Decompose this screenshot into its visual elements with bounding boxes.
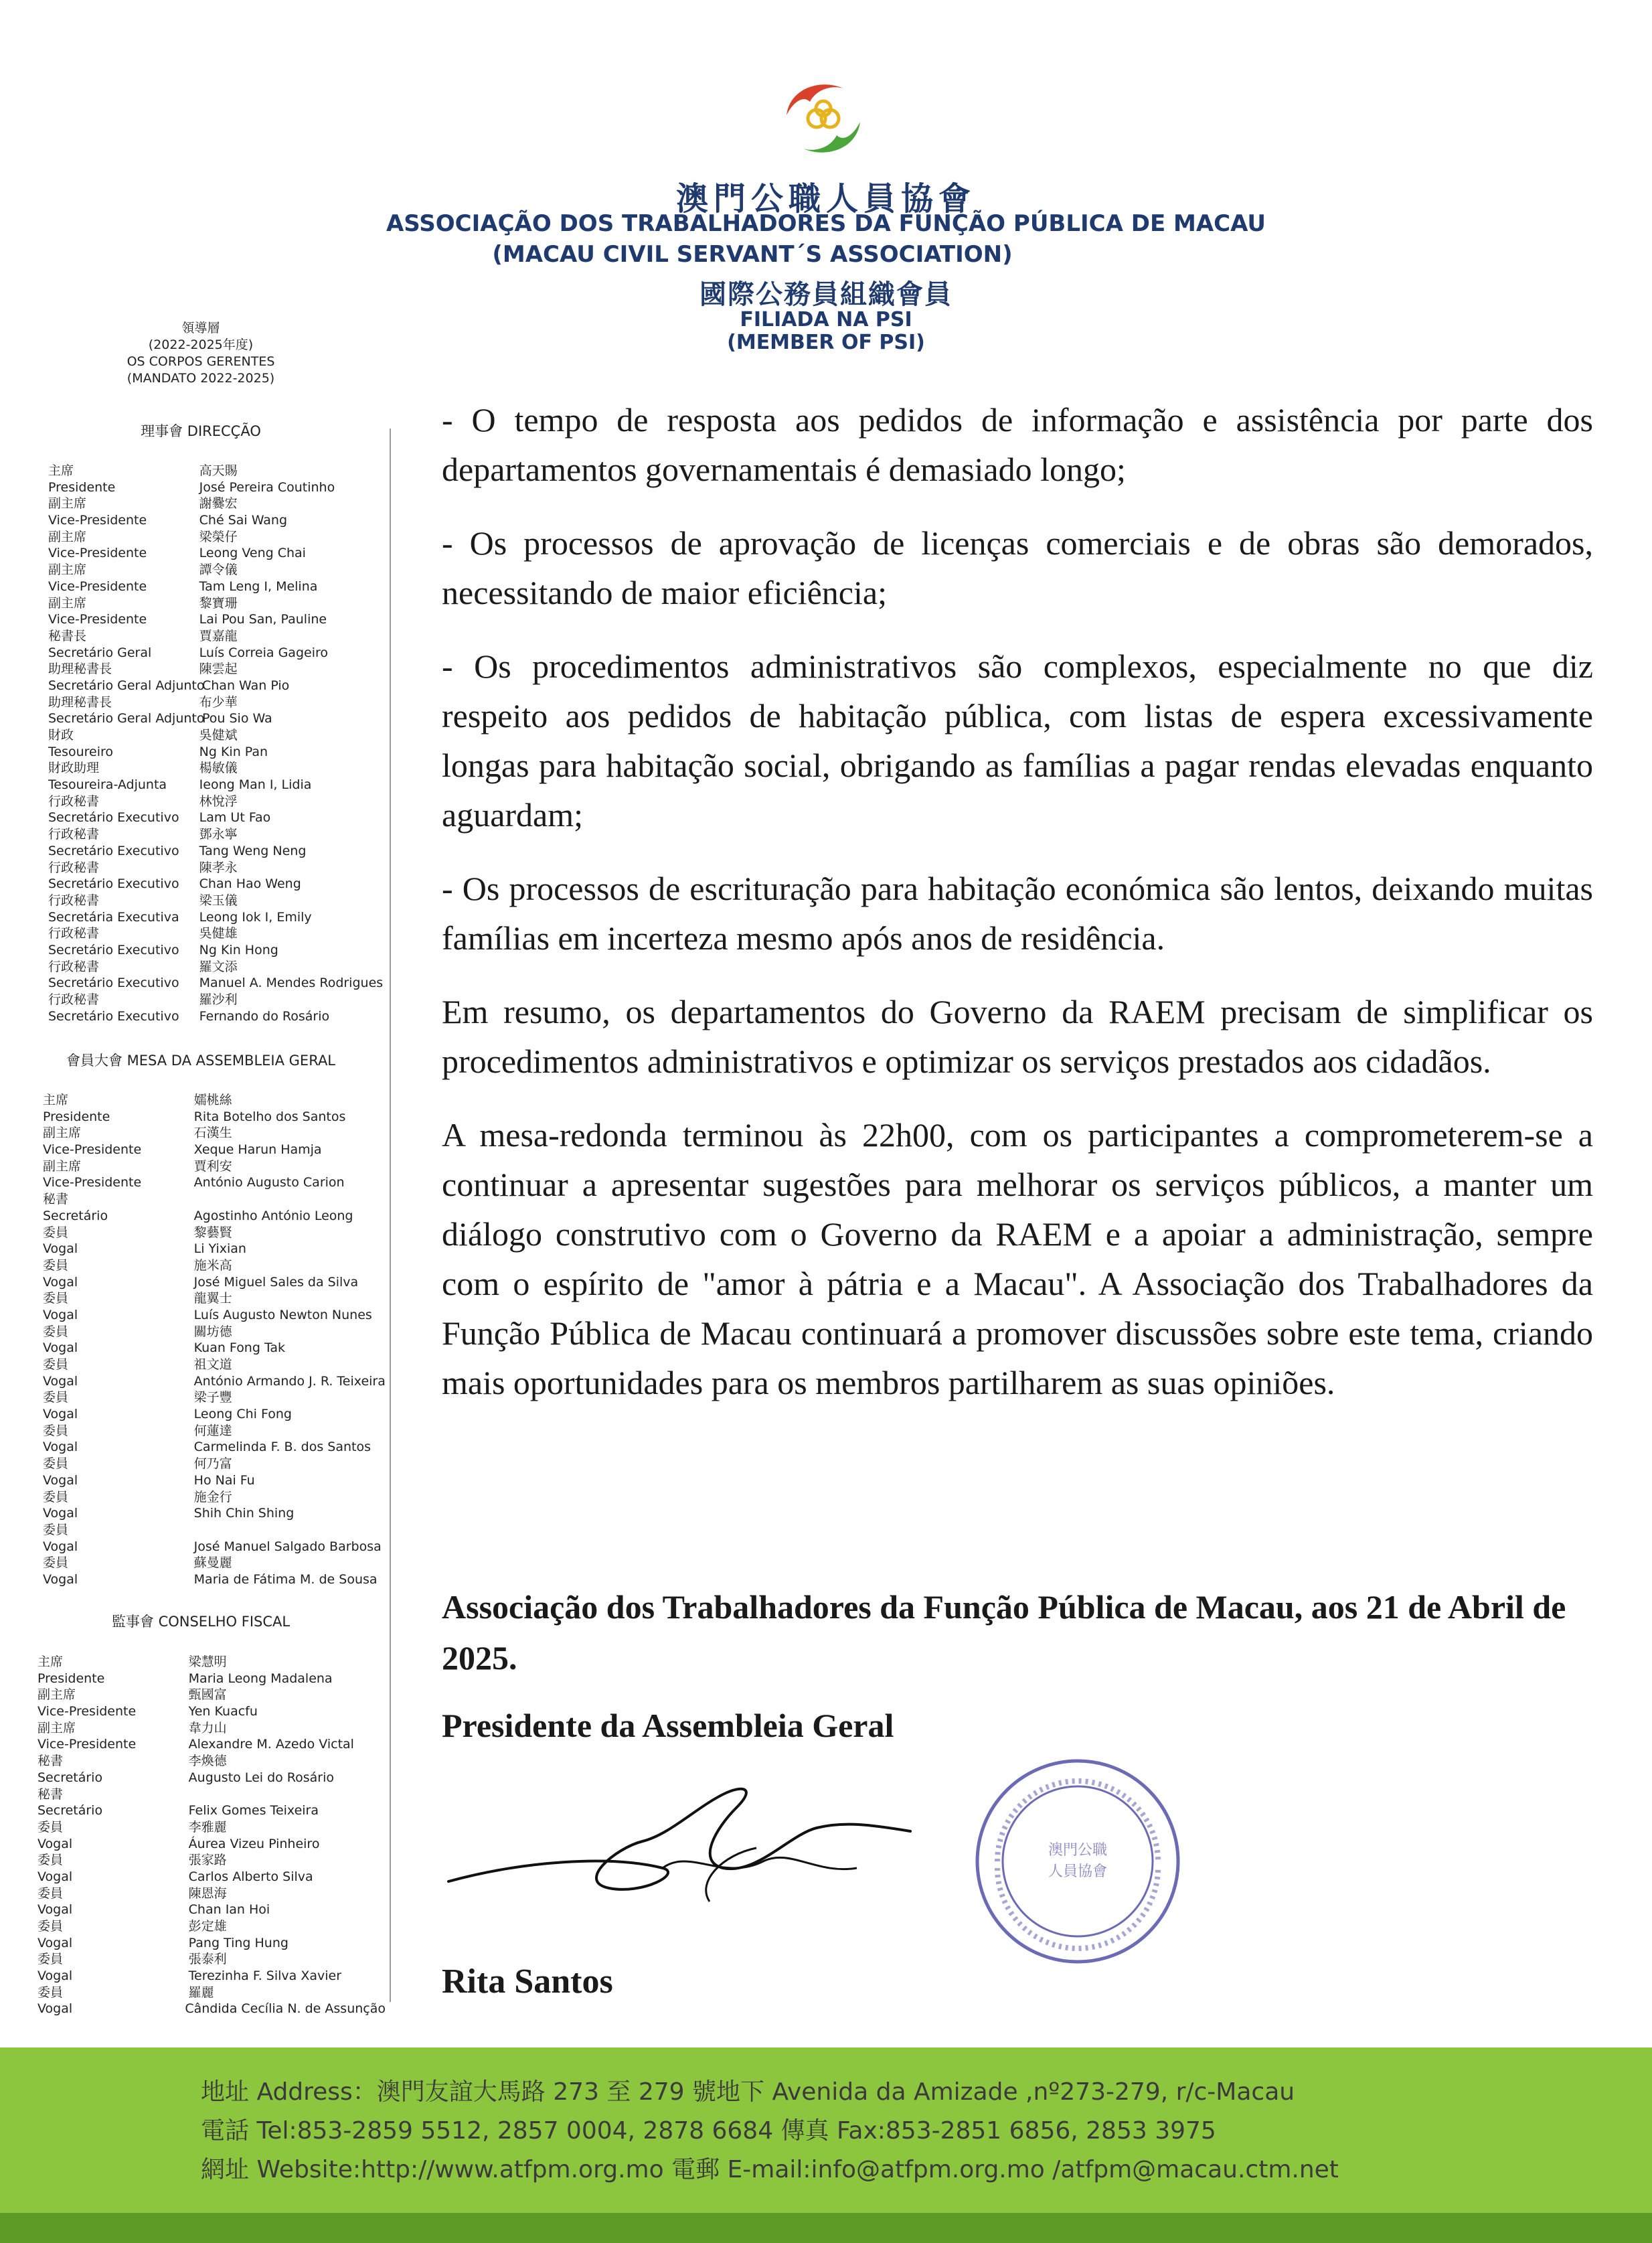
roster-name: 梁榮仔 [199, 529, 238, 544]
roster-role: Vogal [37, 1935, 73, 1950]
association-name-zh: 澳門公職人員協會 [675, 180, 976, 218]
term-zh: (2022-2025年度) [148, 337, 254, 352]
roster-role: 委員 [37, 1919, 64, 1934]
roster-row [48, 942, 396, 959]
roster-role: Vice-Presidente [43, 1142, 142, 1158]
roster-role: Vice-Presidente [48, 546, 147, 561]
roster-name: 羅沙利 [199, 992, 238, 1007]
roster-role: 行政秘書 [48, 860, 100, 875]
roster-row [43, 1357, 391, 1373]
roster-name: Chan Hao Weng [199, 876, 301, 892]
svg-text:人員協會: 人員協會 [1048, 1863, 1108, 1880]
roster-role: Secretário Geral Adjunto [48, 678, 205, 693]
roster-row [43, 1539, 391, 1555]
roster-row [48, 463, 396, 479]
roster-row [48, 992, 396, 1008]
handwritten-signature [442, 1768, 951, 1928]
roster-row [43, 1191, 391, 1208]
roster-row [48, 628, 396, 645]
roster-row [37, 1654, 386, 1671]
roster-role: 副主席 [48, 496, 87, 512]
roster-name: 羅麗 [188, 1985, 214, 2000]
roster-row [37, 1852, 386, 1869]
roster-row [48, 826, 396, 843]
roster-role: Secretário [37, 1803, 103, 1819]
roster-row [43, 1241, 391, 1257]
roster-role: 主席 [37, 1654, 64, 1669]
roster-row [48, 909, 396, 926]
roster-row [43, 1274, 391, 1291]
roster-name: 嬬桃絲 [193, 1093, 232, 1107]
roster-row [43, 1340, 391, 1357]
roster-name: 賈利安 [193, 1158, 232, 1174]
roster-role: Vogal [37, 2001, 73, 2017]
roster-role: Tesoureira-Adjunta [48, 777, 167, 793]
roster-role: 秘書 [37, 1754, 64, 1769]
roster-name: 譚令儀 [199, 562, 238, 578]
roster-row [37, 1802, 386, 1819]
roster-name: Cândida Cecília N. de Assunção [185, 2001, 386, 2017]
roster-name: José Miguel Sales da Silva [193, 1274, 359, 1290]
roster-name: Ng Kin Hong [199, 942, 278, 957]
roster-row [48, 760, 396, 777]
roster-role: 行政秘書 [48, 893, 100, 908]
roster-row [48, 578, 396, 595]
signer-name: Rita Santos [442, 1962, 613, 2001]
roster-row [43, 1208, 391, 1225]
roster-role: Vogal [43, 1274, 78, 1290]
roster-name: 石漢生 [193, 1126, 232, 1141]
roster-name: Maria Leong Madalena [188, 1671, 333, 1686]
roster-name: 何蓮達 [193, 1423, 232, 1438]
roster-row [48, 843, 396, 860]
roster-role: 委員 [43, 1324, 69, 1339]
roster-name: Maria de Fátima M. de Sousa [193, 1571, 378, 1587]
roster-row [48, 975, 396, 992]
conselho-heading: 監事會 CONSELHO FISCAL [111, 1614, 291, 1630]
roster-row [37, 1836, 386, 1853]
roster-role: 主席 [43, 1093, 69, 1107]
roster-name: José Manuel Salgado Barbosa [193, 1539, 382, 1554]
svg-text:澳門公職: 澳門公職 [1048, 1842, 1108, 1859]
roster-role: Vice-Presidente [43, 1175, 142, 1190]
roster-role: Vogal [37, 1968, 73, 1984]
roster-row [48, 710, 396, 727]
roster-role: 委員 [43, 1257, 69, 1273]
roster-name: 高天賜 [199, 463, 238, 478]
roster-role: 助理秘書長 [48, 662, 112, 677]
roster-row [43, 1109, 391, 1126]
roster-role: 秘書 [37, 1786, 64, 1802]
roster-name: 吳健雄 [199, 926, 238, 941]
roster-name: Áurea Vizeu Pinheiro [188, 1836, 320, 1851]
roster-name: 李雅麗 [188, 1819, 227, 1835]
roster-name: Ng Kin Pan [199, 744, 268, 759]
roster-name: Fernando do Rosário [199, 1008, 330, 1024]
roster-role: 委員 [43, 1423, 69, 1438]
roster-row [48, 512, 396, 529]
footer-bottom-band [0, 2213, 1652, 2243]
roster-row [37, 1753, 386, 1770]
roster-row [43, 1389, 391, 1406]
roster-role: 副主席 [48, 529, 87, 544]
roster-row [48, 611, 396, 628]
roster-name: Tang Weng Neng [199, 843, 307, 858]
roster-name: Lam Ut Fao [199, 810, 271, 826]
roster-row [37, 1985, 386, 2001]
signer-role: Presidente da Assembleia Geral [442, 1707, 894, 1744]
roster-role: 助理秘書長 [48, 694, 112, 710]
association-name-pt: ASSOCIAÇÃO DOS TRABALHADORES DA FUNÇÃO PÚBLICA DE MACAU [386, 210, 1266, 237]
roster-name: Carmelinda F. B. dos Santos [193, 1440, 371, 1455]
closing-line: Associação dos Trabalhadores da Função Pública de Macau, aos 21 de Abril de 2025. [442, 1588, 1566, 1677]
roster-name: Chan Wan Pio [202, 678, 290, 693]
roster-row [48, 694, 396, 711]
roster-name [194, 1522, 391, 1539]
roster-name: Luís Correia Gageiro [199, 645, 328, 660]
roster-name: 黎藝賢 [193, 1225, 232, 1240]
roster-row [43, 1307, 391, 1324]
roster-role: Vogal [43, 1539, 78, 1554]
roster-row [37, 1770, 386, 1786]
roster-row [48, 893, 396, 909]
roster-role: 委員 [43, 1291, 69, 1306]
roster-name: Pou Sio Wa [202, 711, 272, 726]
roster-row [37, 1687, 386, 1703]
roster-name: Agostinho António Leong [193, 1208, 353, 1223]
roster-name: 張家路 [188, 1853, 227, 1868]
roster-role: 副主席 [37, 1687, 76, 1703]
roster-name: 施米高 [193, 1257, 232, 1273]
roster-role: 委員 [43, 1390, 69, 1405]
roster-role: 行政秘書 [48, 926, 100, 941]
roster-row [37, 1902, 386, 1918]
mandato: (MANDATO 2022-2025) [127, 371, 275, 386]
psi-membership-zh: 國際公務員組織會員 [699, 279, 953, 310]
roster-name [194, 1191, 391, 1208]
roster-row [43, 1158, 391, 1175]
roster-row [37, 1918, 386, 1935]
roster-role: Presidente [48, 479, 116, 495]
roster-row [43, 1257, 391, 1274]
roster-row [43, 1225, 391, 1241]
roster-name: Xeque Harun Hamja [193, 1142, 322, 1158]
roster-name: 李煥德 [188, 1754, 227, 1769]
roster-row [43, 1439, 391, 1456]
roster-role: Vogal [43, 1440, 78, 1455]
corpos-gerentes: OS CORPOS GERENTES [127, 354, 275, 369]
roster-role: Vice-Presidente [37, 1737, 137, 1752]
roster-name: 賈嘉龍 [199, 628, 238, 643]
conselho-roster [37, 1654, 386, 2017]
roster-name: 張泰利 [188, 1952, 227, 1967]
roster-role: Secretário Executivo [48, 876, 179, 892]
roster-row [43, 1505, 391, 1522]
roster-row [43, 1174, 391, 1191]
roster-name: 陳恩海 [188, 1885, 227, 1901]
roster-role: 秘書 [43, 1192, 69, 1207]
roster-name: Pang Ting Hung [188, 1935, 288, 1950]
roster-row [48, 661, 396, 678]
roster-row [48, 495, 396, 512]
roster-role: 委員 [43, 1489, 69, 1504]
roster-name: 韋力山 [188, 1720, 227, 1735]
roster-role: 委員 [37, 1853, 64, 1868]
roster-name: Kuan Fong Tak [193, 1340, 286, 1356]
letter-body [442, 395, 1593, 1432]
roster-name: 梁慧明 [188, 1654, 227, 1669]
roster-name: 吳健斌 [199, 728, 238, 743]
roster-role: Vogal [37, 1836, 73, 1851]
roster-name: 楊敏儀 [199, 761, 238, 776]
roster-row [48, 479, 396, 496]
roster-role: Secretário [37, 1770, 103, 1785]
roster-role: 秘書長 [48, 628, 87, 643]
psi-membership-en: (MEMBER OF PSI) [727, 331, 925, 354]
roster-row [37, 1869, 386, 1885]
roster-row [48, 793, 396, 810]
association-stamp [971, 1754, 1185, 1968]
association-name-en: (MACAU CIVIL SERVANT´S ASSOCIATION) [492, 241, 1013, 268]
roster-row [43, 1290, 391, 1307]
roster-row [48, 809, 396, 826]
roster-row [48, 876, 396, 893]
roster-name: António Armando J. R. Teixeira [193, 1373, 386, 1389]
roster-row [37, 1968, 386, 1985]
mesa-heading: 會員大會 MESA DA ASSEMBLEIA GERAL [66, 1053, 336, 1069]
roster-role: Secretário Executivo [48, 942, 179, 957]
roster-role: Presidente [43, 1109, 110, 1124]
roster-role: 財政 [48, 728, 74, 743]
paragraph: - Os processos de aprovação de licenças comerciais e de obras são demorados, necessitando de maior eficiência; [442, 524, 1593, 611]
roster-name: 羅文添 [199, 959, 238, 974]
roster-row [43, 1373, 391, 1390]
roster-name: Carlos Alberto Silva [188, 1869, 313, 1884]
governing-bodies-sidebar [27, 320, 388, 2017]
roster-name: 龍翼士 [193, 1291, 232, 1306]
roster-name: 陳孝永 [199, 860, 238, 875]
roster-role: Tesoureiro [48, 744, 114, 759]
roster-name: Tam Leng I, Melina [199, 578, 318, 594]
paragraph: A mesa-redonda terminou às 22h00, com os participantes a comprometerem-se a continuar a apresentar sugestões para melhorar os serviços públicos, a manter um diálogo construtivo com o Governo da RAEM e a apoiar a administração, sempre com o espírito de "amor à pátria e a Macau". A Associação dos Trabalhadores da Função Pública de Macau continuará a promover discussões sobre este tema, criando mais oportunidades para os membros partilharem as suas opiniões. [442, 1116, 1593, 1401]
roster-row [43, 1571, 391, 1588]
roster-row [37, 1819, 386, 1836]
roster-row [48, 777, 396, 793]
footer-address: 地址 Address：澳門友誼大馬路 273 至 279 號地下 Avenida da Amizade ,nº273-279, r/c-Macau [201, 2078, 1295, 2106]
roster-row [37, 2001, 386, 2017]
roster-name: António Augusto Carion [193, 1175, 345, 1190]
roster-name: 甄國富 [188, 1687, 227, 1703]
roster-row [43, 1324, 391, 1340]
roster-role: 委員 [43, 1357, 69, 1372]
roster-row [48, 925, 396, 942]
roster-name: 黎寶珊 [199, 595, 238, 611]
roster-role: Vogal [43, 1307, 78, 1322]
paragraph: Em resumo, os departamentos do Governo da RAEM precisam de simplificar os procedimentos administrativos e optimizar os serviços prestados aos cidadãos. [442, 993, 1593, 1080]
roster-role: Secretário [43, 1208, 108, 1223]
roster-role: 副主席 [48, 595, 87, 611]
roster-name: Ieong Man I, Lidia [199, 777, 312, 793]
roster-row [48, 529, 396, 546]
paragraph: - O tempo de resposta aos pedidos de informação e assistência por parte dos departamentos governamentais é demasiado longo; [442, 401, 1593, 488]
roster-role: Vogal [43, 1571, 78, 1587]
roster-role: Presidente [37, 1671, 105, 1686]
roster-row [48, 595, 396, 612]
paragraph: - Os processos de escrituração para habitação económica são lentos, deixando muitas famílias em incerteza mesmo após anos de residência. [442, 870, 1593, 957]
leadership-zh: 領導層 [181, 321, 220, 335]
roster-role: Vice-Presidente [48, 513, 147, 528]
roster-name: 蘇曼麗 [193, 1555, 232, 1571]
roster-role: 副主席 [48, 562, 87, 578]
roster-name: 林悅浮 [199, 793, 238, 809]
roster-name: 彭定雄 [188, 1919, 227, 1934]
roster-row [48, 545, 396, 562]
roster-role: 行政秘書 [48, 959, 100, 974]
direccao-roster [48, 463, 396, 1024]
footer-phone-fax: 電話 Tel:853-2859 5512, 2857 0004, 2878 6684 傳真 Fax:853-2851 6856, 2853 3975 [201, 2117, 1216, 2145]
roster-row [43, 1423, 391, 1440]
roster-name: Rita Botelho dos Santos [193, 1109, 346, 1124]
roster-role: Vogal [43, 1373, 78, 1389]
roster-name: 關坊德 [193, 1324, 232, 1339]
roster-role: 財政助理 [48, 761, 100, 776]
roster-row [43, 1522, 391, 1539]
roster-role: 主席 [48, 463, 74, 478]
mesa-roster [43, 1092, 391, 1588]
roster-name: Augusto Lei do Rosário [188, 1770, 335, 1785]
roster-role: Vogal [43, 1472, 78, 1488]
roster-name [189, 1786, 386, 1803]
roster-name: Lai Pou San, Pauline [199, 612, 327, 627]
roster-name: Terezinha F. Silva Xavier [188, 1968, 342, 1984]
roster-role: 委員 [37, 1819, 64, 1835]
roster-role: Secretário Executivo [48, 976, 179, 991]
roster-name: 施金行 [193, 1489, 232, 1504]
roster-name: Felix Gomes Teixeira [188, 1803, 319, 1819]
roster-row [43, 1142, 391, 1158]
roster-role: Secretário Executivo [48, 1008, 179, 1024]
roster-role: 委員 [37, 1985, 64, 2000]
roster-name: Leong Iok I, Emily [199, 909, 312, 925]
roster-role: Secretário Geral [48, 645, 152, 660]
sidebar-divider [390, 429, 391, 2002]
roster-name: Li Yixian [193, 1241, 246, 1257]
roster-row [37, 1935, 386, 1952]
roster-role: Secretária Executiva [48, 909, 179, 925]
roster-role: Vogal [37, 1869, 73, 1884]
roster-role: Vogal [43, 1506, 78, 1521]
roster-name: José Pereira Coutinho [199, 479, 335, 495]
roster-role: 委員 [43, 1225, 69, 1240]
roster-name: Ho Nai Fu [193, 1472, 255, 1488]
paragraph: - Os procedimentos administrativos são complexos, especialmente no que diz respeito aos pedidos de habitação pública, com listas de espera excessivamente longas para habitação social, obrigando as famílias a pagar rendas elevadas enquanto aguardam; [442, 647, 1593, 834]
roster-name: Chan Ian Hoi [188, 1902, 270, 1918]
roster-name: 梁玉儀 [199, 893, 238, 908]
roster-row [48, 562, 396, 578]
roster-role: 行政秘書 [48, 827, 100, 842]
roster-row [43, 1092, 391, 1109]
association-logo [780, 75, 867, 162]
roster-name: 陳雲起 [199, 662, 238, 677]
roster-name: Ché Sai Wang [199, 513, 288, 528]
roster-name: Leong Veng Chai [199, 546, 306, 561]
roster-row [43, 1125, 391, 1142]
roster-row [43, 1472, 391, 1489]
roster-name: Yen Kuacfu [188, 1704, 258, 1719]
roster-row [48, 727, 396, 744]
roster-role: Secretário Executivo [48, 810, 179, 826]
roster-name: Leong Chi Fong [193, 1407, 292, 1422]
roster-row [37, 1736, 386, 1753]
roster-role: Secretário Executivo [48, 843, 179, 858]
roster-row [37, 1951, 386, 1968]
roster-role: Vice-Presidente [48, 578, 147, 594]
roster-row [37, 1885, 386, 1902]
roster-role: Secretário Geral Adjunto [48, 711, 205, 726]
roster-row [43, 1456, 391, 1472]
roster-row [43, 1555, 391, 1571]
roster-role: 行政秘書 [48, 793, 100, 809]
roster-name: Luís Augusto Newton Nunes [193, 1307, 372, 1322]
roster-role: 委員 [37, 1952, 64, 1967]
roster-role: Vice-Presidente [37, 1704, 137, 1719]
roster-row [48, 860, 396, 876]
roster-name: Alexandre M. Azedo Victal [188, 1737, 354, 1752]
roster-role: 委員 [43, 1555, 69, 1571]
roster-role: 行政秘書 [48, 992, 100, 1007]
roster-row [43, 1406, 391, 1423]
roster-role: 副主席 [37, 1720, 76, 1735]
roster-role: Vogal [37, 1902, 73, 1918]
footer-web-email: 網址 Website:http://www.atfpm.org.mo 電郵 E-mail:info@atfpm.org.mo /atfpm@macau.ctm.net [201, 2156, 1339, 2183]
roster-name: 何乃富 [193, 1456, 232, 1472]
roster-role: Vice-Presidente [48, 612, 147, 627]
roster-name: 謝爨宏 [199, 496, 238, 512]
roster-name: Manuel A. Mendes Rodrigues [199, 976, 384, 991]
roster-row [37, 1703, 386, 1720]
roster-row [48, 744, 396, 761]
roster-row [48, 678, 396, 694]
roster-role: 副主席 [43, 1126, 82, 1141]
roster-row [43, 1489, 391, 1506]
roster-row [48, 645, 396, 662]
roster-row [48, 959, 396, 976]
roster-row [37, 1786, 386, 1803]
roster-name: 祖文道 [193, 1357, 232, 1372]
roster-name: Shih Chin Shing [193, 1506, 295, 1521]
psi-membership-pt: FILIADA NA PSI [740, 308, 912, 331]
roster-name: 布少華 [199, 694, 238, 710]
roster-name: 梁子豐 [193, 1390, 232, 1405]
roster-role: 委員 [37, 1885, 64, 1901]
roster-role: Vogal [43, 1407, 78, 1422]
roster-role: Vogal [43, 1340, 78, 1356]
direccao-heading: 理事會 DIRECÇÃO [141, 423, 261, 439]
roster-row [37, 1720, 386, 1737]
roster-name: 鄧永寧 [199, 827, 238, 842]
roster-role: 委員 [43, 1456, 69, 1472]
roster-role: 副主席 [43, 1158, 82, 1174]
roster-row [48, 1008, 396, 1025]
roster-row [37, 1671, 386, 1687]
roster-role: Vogal [43, 1241, 78, 1257]
roster-role: 委員 [43, 1522, 69, 1537]
